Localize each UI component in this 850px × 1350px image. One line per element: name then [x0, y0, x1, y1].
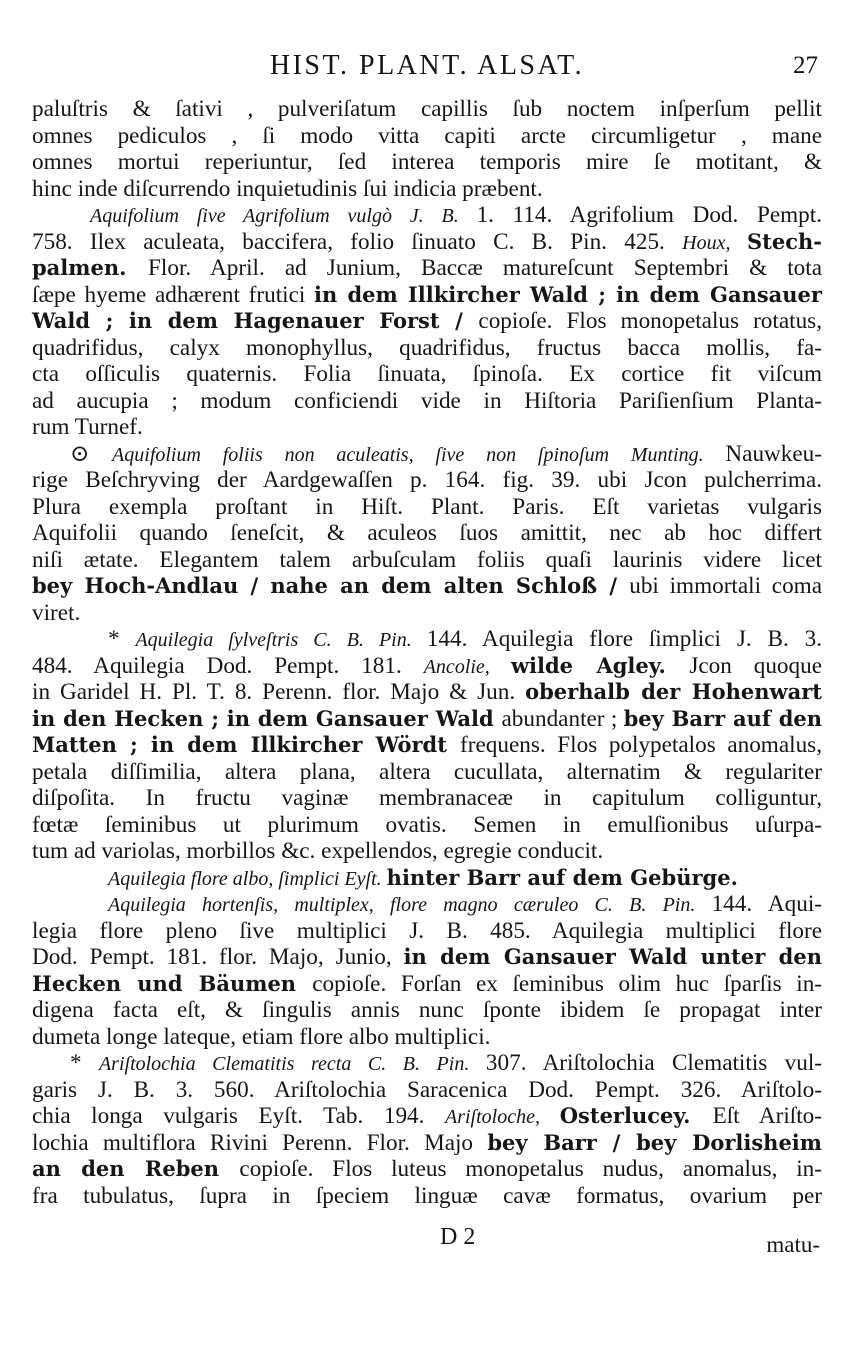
roman-text: lochia multiflora Rivini Perenn. Flor. Majo: [32, 1129, 488, 1156]
page-number: 27: [793, 52, 818, 79]
roman-text: chia longa vulgaris Eyſt. Tab. 194.: [32, 1103, 445, 1129]
text-line: [32, 626, 822, 653]
roman-text: frequens. Flos polypetalos anomalus,: [460, 732, 822, 758]
running-title: HIST. PLANT. ALSAT.: [269, 50, 585, 81]
text-line: [32, 600, 822, 627]
text-line: [32, 96, 822, 123]
text-line: [32, 123, 822, 150]
text-line: [32, 467, 822, 494]
roman-text: Dod. Pempt. 181. flor. Majo, Junio,: [32, 944, 404, 970]
fraktur-locality: in dem Gansauer Wald unter den: [403, 944, 822, 969]
fraktur-locality: an den Reben: [32, 1156, 240, 1181]
roman-text: 1. 114. Agrifolium Dod. Pempt.: [476, 202, 823, 228]
text-line: [32, 255, 822, 282]
fraktur-locality: bey Hoch-Andlau / nahe an dem alten Schloß /: [32, 573, 630, 598]
text-line: [32, 176, 822, 203]
text-line: [32, 1156, 822, 1183]
text-line: [32, 441, 822, 468]
roman-text: viret.: [32, 599, 81, 626]
fraktur-locality: bey Barr / bey Dorlisheim: [487, 1129, 822, 1155]
roman-text: Plura exempla proſtant in Hiſt. Plant. Paris. Eſt varietas vulgaris: [32, 493, 822, 520]
text-line: [32, 282, 822, 309]
text-line: [32, 335, 822, 362]
roman-text: ⊙: [70, 440, 113, 467]
text-line: [32, 388, 822, 415]
roman-text: Flor. April. ad Junium, Baccæ matureſcunt Septembri & tota: [148, 255, 822, 281]
text-line: [32, 547, 822, 574]
italic-citation: Ancolie,: [423, 655, 511, 678]
text-line: [32, 865, 822, 892]
roman-text: *: [108, 626, 136, 652]
roman-text: copioſe. Flos luteus monopetalus nudus, anomalus, in-: [239, 1156, 822, 1182]
roman-text: in Garidel H. Pl. T. 8. Perenn. flor. Majo & Jun.: [32, 679, 526, 705]
italic-citation: Aquifolium foliis non aculeatis, ſive non ſpinoſum Munting.: [112, 443, 726, 466]
text-line: [32, 891, 822, 918]
roman-text: quadrifidus, calyx monophyllus, quadrifidus, fructus bacca mollis, fa-: [32, 334, 822, 361]
roman-text: tum ad variolas, morbillos &c. expellendos, egregie conducit.: [32, 838, 604, 864]
fraktur-locality: Hecken und Bäumen: [32, 970, 313, 996]
text-line: [32, 229, 822, 256]
text-line: [32, 1183, 822, 1210]
fraktur-locality: wilde Agley.: [510, 652, 690, 678]
text-line: [32, 1050, 822, 1077]
fraktur-locality: palmen.: [32, 255, 149, 280]
italic-citation: Aquilegia flore albo, ſimplici Eyſt.: [108, 867, 387, 890]
roman-text: 307. Ariſtolochia Clematitis vul-: [485, 1050, 822, 1076]
text-line: [32, 573, 822, 600]
roman-text: fra tubulatus, ſupra in ſpeciem linguæ cavæ formatus, ovarium per: [32, 1182, 822, 1209]
roman-text: copioſe. Flos monopetalus rotatus,: [478, 308, 822, 334]
roman-text: paluſtris & ſativi , pulveriſatum capillis ſub noctem inſperſum pellit: [32, 96, 822, 122]
italic-citation: Aquilegia hortenſis, multiplex, flore magno cæruleo C. B. Pin.: [108, 894, 712, 916]
roman-text: rige Beſchryving der Aardgewaſſen p. 164. fig. 39. ubi Jcon pulcherrima.: [32, 467, 822, 493]
roman-text: abundanter ;: [501, 705, 624, 732]
text-line: [32, 653, 822, 680]
fraktur-locality: Osterlucey.: [559, 1103, 713, 1128]
text-line: [32, 1077, 822, 1104]
text-line: [32, 732, 822, 759]
body-text: [32, 96, 822, 1209]
fraktur-locality: in den Hecken ; in dem Gansauer Wald: [32, 705, 502, 731]
roman-text: petala diſſimilia, altera plana, altera cucullata, alternatim & regulariter: [32, 758, 822, 785]
text-line: [32, 944, 822, 971]
roman-text: hinc inde diſcurrendo inquietudinis ſui indicia præbent.: [32, 175, 543, 202]
roman-text: ubi immortali coma: [629, 573, 822, 599]
roman-text: Aquifolii quando ſeneſcit, & aculeos ſuos amittit, nec ab hoc differt: [32, 520, 822, 546]
text-line: [32, 1024, 822, 1051]
fraktur-locality: bey Barr auf den: [623, 705, 823, 731]
text-line: [32, 202, 822, 229]
text-line: [32, 918, 822, 945]
italic-citation: Ariſtoloche,: [445, 1106, 560, 1128]
text-line: [32, 308, 822, 335]
text-line: [32, 679, 822, 706]
text-line: [32, 494, 822, 521]
text-line: [32, 997, 822, 1024]
roman-text: niſi ætate. Elegantem talem arbuſculam foliis quaſi laurinis videre licet: [32, 546, 822, 573]
roman-text: Nauwkeu-: [725, 440, 822, 467]
roman-text: legia flore pleno ſive multiplici J. B. 485. Aquilegia multiplici flore: [32, 917, 822, 944]
roman-text: copioſe. Forſan ex ſeminibus olim huc ſparſis in-: [312, 970, 823, 997]
text-line: [32, 1103, 822, 1130]
fraktur-locality: Wald ; in dem Hagenauer Forst /: [32, 308, 479, 333]
roman-text: fœtæ ſeminibus ut plurimum ovatis. Semen in emulſionibus uſurpa-: [32, 811, 822, 838]
italic-citation: Houx,: [682, 231, 747, 254]
roman-text: 758. Ilex aculeata, baccifera, folio ſinuato C. B. Pin. 425.: [32, 228, 683, 255]
roman-text: omnes pediculos , ſi modo vitta capiti arcte circumligetur , mane: [32, 122, 822, 149]
italic-citation: Aquilegia ſylveſtris C. B. Pin.: [135, 629, 427, 651]
text-line: [32, 759, 822, 786]
fraktur-locality: hinter Barr auf dem Gebürge.: [386, 864, 738, 890]
roman-text: ſæpe hyeme adhærent frutici: [32, 281, 314, 308]
fraktur-locality: Matten ; in dem Illkircher Wördt: [32, 732, 461, 757]
text-line: [32, 706, 822, 733]
catchword: matu-: [766, 1232, 820, 1257]
page-header: [32, 50, 822, 84]
fraktur-locality: in dem Illkircher Wald ; in dem Gansauer: [314, 281, 822, 307]
roman-text: 484. Aquilegia Dod. Pempt. 181.: [32, 652, 424, 679]
roman-text: Jcon quoque: [689, 652, 822, 679]
text-line: [32, 971, 822, 998]
page-footer: [32, 1224, 822, 1257]
fraktur-locality: Stech-: [747, 228, 822, 254]
italic-citation: Aquifolium ſive Agrifolium vulgò J. B.: [90, 205, 477, 227]
roman-text: cta oſſiculis quaternis. Folia ſinuata, ſpinoſa. Ex cortice fit viſcum: [32, 361, 822, 387]
roman-text: 144. Aqui-: [711, 891, 822, 917]
text-line: [32, 838, 822, 865]
italic-citation: Ariſtolochia Clematitis recta C. B. Pin.: [98, 1053, 486, 1075]
roman-text: omnes mortui reperiuntur, ſed interea temporis mire ſe motitant, &: [32, 149, 822, 175]
fraktur-locality: oberhalb der Hohenwart: [525, 679, 822, 704]
roman-text: Eſt Ariſto-: [712, 1103, 822, 1129]
text-line: [32, 812, 822, 839]
text-line: [32, 520, 822, 547]
roman-text: digena facta eſt, & ſingulis annis nunc ſponte ibidem ſe propagat inter: [32, 997, 822, 1023]
roman-text: ad aucupia ; modum conficiendi vide in Hiſtoria Pariſienſium Planta-: [32, 387, 822, 414]
roman-text: diſpoſita. In fructu vaginæ membranaceæ in capitulum colliguntur,: [32, 785, 822, 811]
text-line: [32, 414, 822, 441]
roman-text: rum Turnef.: [32, 414, 143, 440]
text-line: [32, 785, 822, 812]
roman-text: *: [70, 1050, 99, 1076]
roman-text: garis J. B. 3. 560. Ariſtolochia Saracenica Dod. Pempt. 326. Ariſtolo-: [32, 1076, 822, 1103]
text-line: [32, 1130, 822, 1157]
text-line: [32, 361, 822, 388]
text-line: [32, 149, 822, 176]
roman-text: dumeta longe lateque, etiam flore albo multiplici.: [32, 1023, 491, 1050]
signature-mark: D 2: [440, 1224, 476, 1250]
roman-text: 144. Aquilegia flore ſimplici J. B. 3.: [426, 626, 823, 652]
